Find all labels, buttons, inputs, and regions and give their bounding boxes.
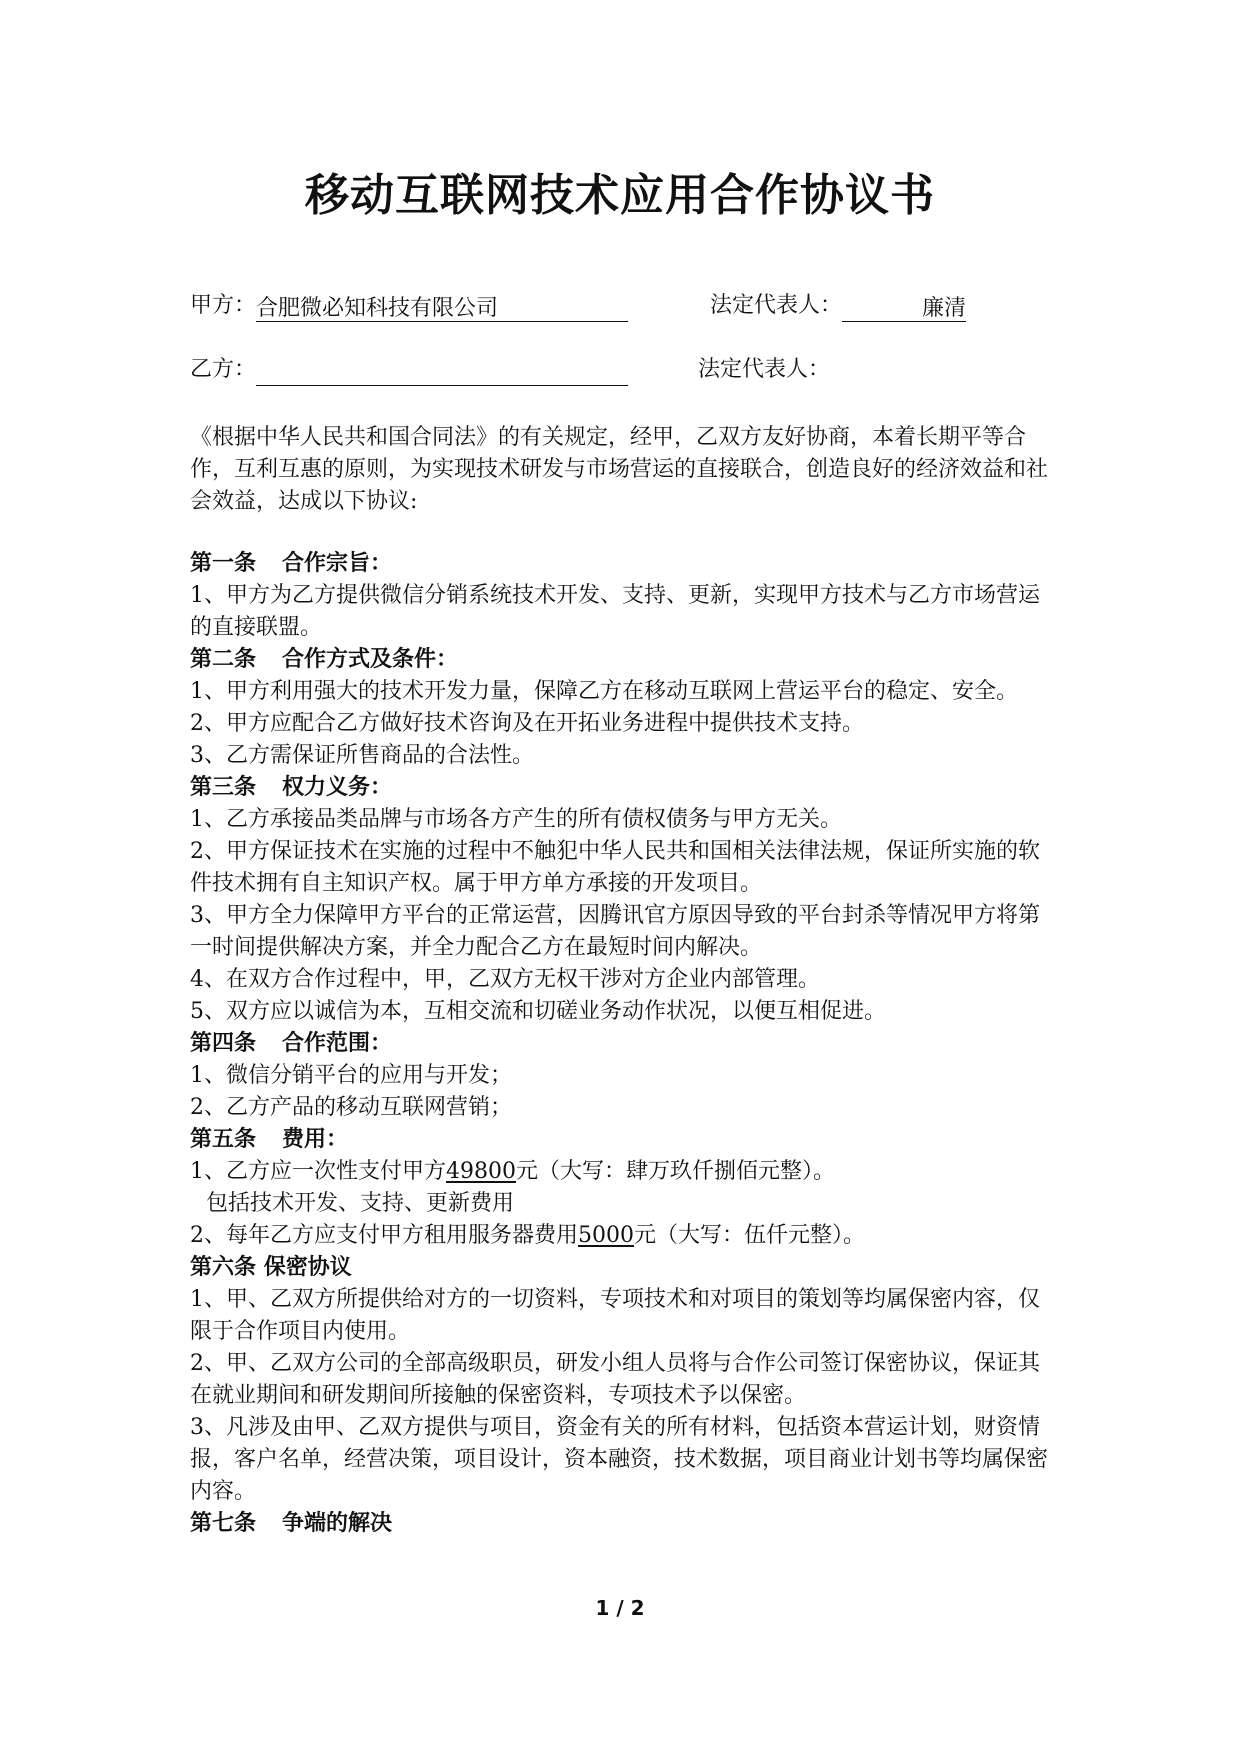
article-3-item: 3、甲方全力保障甲方平台的正常运营，因腾讯官方原因导致的平台封杀等情况甲方将第一时间提供解决方案，并全力配合乙方在最短时间内解决。	[190, 903, 1040, 960]
article-3-item: 4、在双方合作过程中，甲，乙双方无权干涉对方企业内部管理。	[190, 967, 820, 992]
party-a-rep-field[interactable]	[842, 293, 966, 322]
article-5-fee-1-note: 包括技术开发、支持、更新费用	[206, 1191, 515, 1216]
article-5-heading: 第五条 费用：	[190, 1127, 349, 1152]
article-3-heading: 第三条 权力义务：	[190, 775, 393, 800]
article-1-item: 1、甲方为乙方提供微信分销系统技术开发、支持、更新，实现甲方技术与乙方市场营运的直接联盟。	[190, 583, 1040, 640]
party-a-field[interactable]	[256, 293, 628, 322]
party-a-rep-value: 廉清	[922, 296, 967, 321]
article-1-heading: 第一条 合作宗旨：	[190, 551, 393, 576]
party-b-field[interactable]	[256, 357, 628, 386]
article-2-heading: 第二条 合作方式及条件：	[190, 647, 459, 672]
articles	[190, 548, 1060, 1540]
party-b-rep-label: 法定代表人：	[698, 357, 831, 382]
fee-2-amount: 5000	[578, 1223, 634, 1248]
article-6-item: 3、凡涉及由甲、乙双方提供与项目，资金有关的所有材料，包括资本营运计划，财资情报，客户名单，经营决策，项目设计，资本融资，技术数据，项目商业计划书等均属保密内容。	[190, 1415, 1049, 1504]
article-3-item: 1、乙方承接品类品牌与市场各方产生的所有债权债务与甲方无关。	[190, 807, 842, 832]
article-4-item: 2、乙方产品的移动互联网营销；	[190, 1095, 512, 1120]
party-a-value: 合肥微必知科技有限公司	[256, 296, 499, 321]
page-number: 1 / 2	[595, 1596, 645, 1620]
article-2-item: 2、甲方应配合乙方做好技术咨询及在开拓业务进程中提供技术支持。	[190, 711, 864, 736]
article-2-item: 1、甲方利用强大的技术开发力量，保障乙方在移动互联网上营运平台的稳定、安全。	[190, 679, 1018, 704]
article-3-item: 2、甲方保证技术在实施的过程中不触犯中华人民共和国相关法律法规，保证所实施的软件技术拥有自主知识产权。属于甲方单方承接的开发项目。	[190, 839, 1040, 896]
party-b-line	[190, 354, 628, 386]
article-5-fee-2: 2、每年乙方应支付甲方租用服务器费用5000元（大写：伍仟元整）。	[190, 1223, 866, 1248]
article-7-heading: 第七条 争端的解决	[190, 1511, 393, 1536]
party-a-line	[190, 290, 628, 322]
article-4-item: 1、微信分销平台的应用与开发；	[190, 1063, 512, 1088]
article-6-item: 2、甲、乙双方公司的全部高级职员，研发小组人员将与合作公司签订保密协议，保证其在就业期间和研发期间所接触的保密资料，专项技术予以保密。	[190, 1351, 1040, 1408]
article-6-heading: 第六条 保密协议	[190, 1255, 352, 1280]
party-a-rep-label: 法定代表人：	[710, 293, 843, 318]
article-2-item: 3、乙方需保证所售商品的合法性。	[190, 743, 534, 768]
article-3-item: 5、双方应以诚信为本，互相交流和切磋业务动作状况，以便互相促进。	[190, 999, 886, 1024]
party-b-label: 乙方：	[190, 357, 257, 382]
article-4-heading: 第四条 合作范围：	[190, 1031, 393, 1056]
fee-1-amount: 49800	[446, 1159, 516, 1184]
party-b-rep-line	[698, 354, 830, 386]
article-5-fee-1: 1、乙方应一次性支付甲方49800元（大写：肆万玖仟捌佰元整）。	[190, 1159, 836, 1184]
party-a-rep-line	[710, 290, 966, 322]
intro-paragraph: 《根据中华人民共和国合同法》的有关规定，经甲，乙双方友好协商，本着长期平等合作，互利互惠的原则，为实现技术研发与市场营运的直接联合，创造良好的经济效益和社会效益，达成以下协议:	[190, 425, 1049, 514]
document-title: 移动互联网技术应用合作协议书	[305, 170, 935, 221]
article-6-item: 1、甲、乙双方所提供给对方的一切资料，专项技术和对项目的策划等均属保密内容，仅限于合作项目内使用。	[190, 1287, 1040, 1344]
party-a-label: 甲方：	[190, 293, 257, 318]
